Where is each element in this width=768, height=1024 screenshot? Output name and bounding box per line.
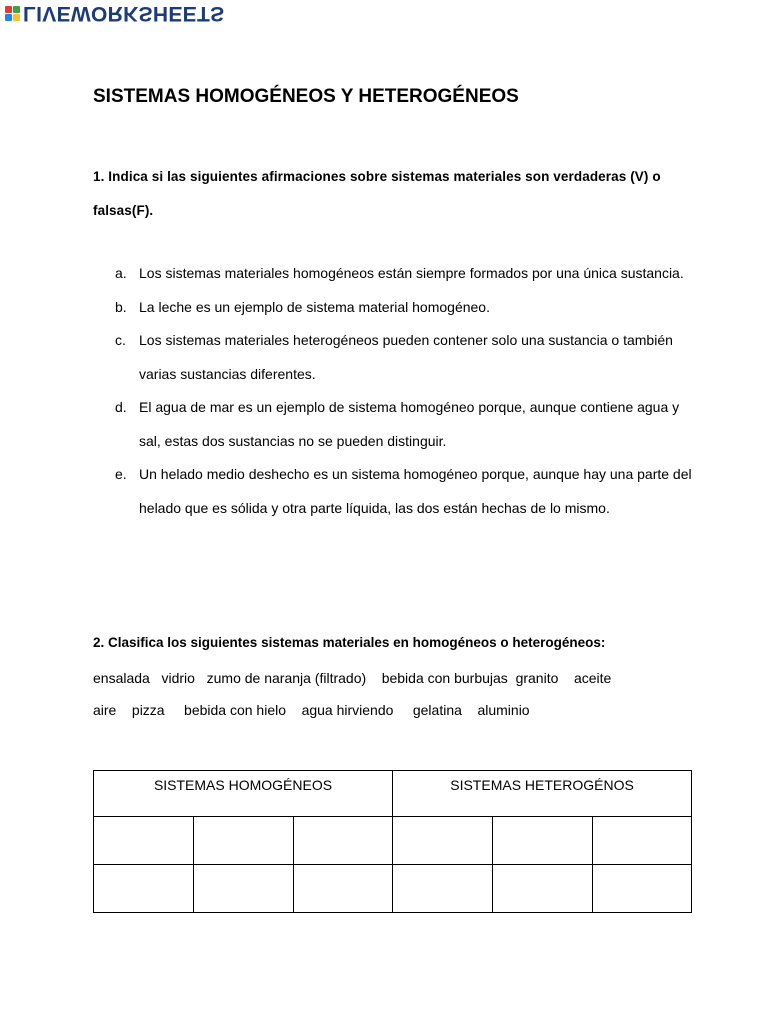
statement-marker: e. [115, 466, 127, 482]
statement-c [93, 324, 703, 391]
answer-cell[interactable] [194, 865, 294, 913]
statement-text: Los sistemas materiales homogéneos están siempre formados por una única sustancia. [139, 265, 684, 281]
question-1-prompt: 1. Indica si las siguientes afirmaciones sobre sistemas materiales son verdaderas (V) o falsas(F). [93, 169, 661, 218]
question-2-prompt: 2. Clasifica los siguientes sistemas materiales en homogéneos o heterogéneos: [93, 635, 606, 650]
answer-cell[interactable] [94, 817, 194, 865]
statement-e [93, 458, 703, 525]
answer-cell[interactable] [393, 817, 493, 865]
logo-square-yellow [13, 14, 20, 21]
answer-cell[interactable] [493, 817, 593, 865]
word-bank-row-1: ensalada vidrio zumo de naranja (filtrado) bebida con burbujas granito aceite [93, 670, 612, 686]
statement-text: Un helado medio deshecho es un sistema homogéneo porque, aunque hay una parte del helado que es sólida y otra parte líquida, las dos están hechas de lo mismo. [139, 466, 692, 516]
logo-square-blue [5, 14, 12, 21]
logo-square-red [5, 6, 12, 13]
statement-marker: d. [115, 399, 127, 415]
statement-d [93, 391, 703, 458]
answer-cell[interactable] [593, 865, 692, 913]
header-homogeneous: SISTEMAS HOMOGÉNEOS [94, 771, 393, 817]
logo-mark-icon [5, 6, 20, 21]
statement-a [93, 257, 703, 291]
answer-cell[interactable] [294, 865, 393, 913]
statement-marker: c. [115, 332, 126, 348]
answer-cell[interactable] [393, 865, 493, 913]
answer-cell[interactable] [593, 817, 692, 865]
logo-square-green [13, 6, 20, 13]
answer-cell[interactable] [294, 817, 393, 865]
statement-b [93, 291, 703, 325]
statement-text: La leche es un ejemplo de sistema material homogéneo. [139, 298, 490, 315]
page-title: SISTEMAS HOMOGÉNEOS Y HETEROGÉNEOS [93, 86, 519, 107]
logo-text: LIVEWORKSHEETS [23, 2, 225, 25]
answer-cell[interactable] [94, 865, 194, 913]
answer-cell[interactable] [493, 865, 593, 913]
liveworksheets-logo [5, 2, 224, 24]
statement-text: El agua de mar es un ejemplo de sistema homogéneo porque, aunque contiene agua y sal, estas dos sustancias no se pueden distinguir. [139, 399, 680, 449]
statement-marker: b. [115, 298, 127, 315]
word-bank-row-2: aire pizza bebida con hielo agua hirviendo gelatina aluminio [93, 702, 530, 718]
header-heterogeneous: SISTEMAS HETEROGÉNOS [393, 771, 692, 817]
classification-table [93, 770, 692, 913]
statement-marker: a. [115, 265, 127, 281]
answer-cell[interactable] [194, 817, 294, 865]
question-1-statements [93, 257, 703, 525]
statement-text: Los sistemas materiales heterogéneos pueden contener solo una sustancia o también varias sustancias diferentes. [139, 332, 673, 382]
